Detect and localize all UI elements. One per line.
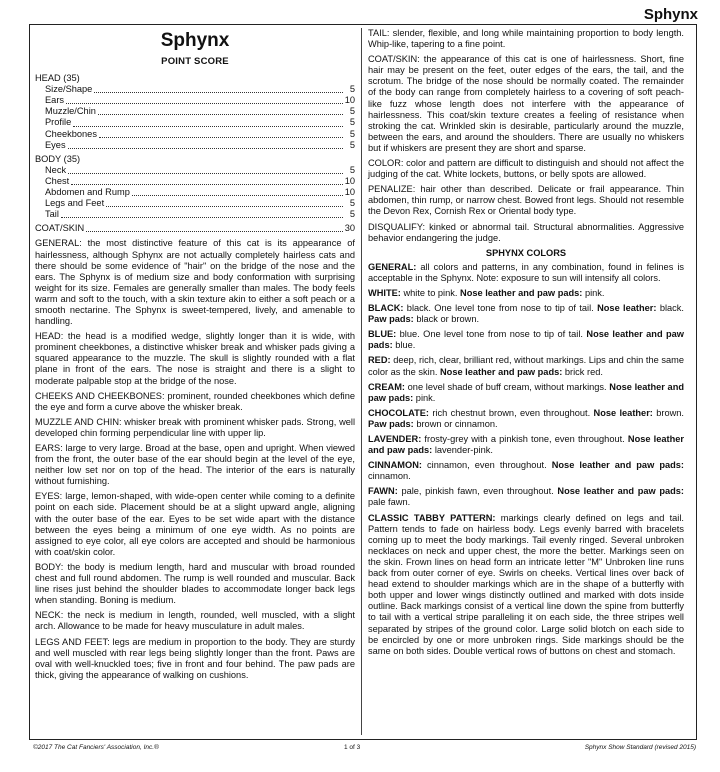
score-label: Neck (45, 164, 67, 175)
leader-dots (132, 194, 343, 196)
paw-pads-text: brown or cinnamon. (413, 418, 498, 429)
footer-page-number: 1 of 3 (344, 744, 361, 751)
score-row (35, 129, 355, 140)
paragraph-text: kinked or abnormal tail. Structural abnormalities. Aggressive behavior endangering the judge. (368, 221, 684, 243)
coat-points-value: 30 (344, 223, 355, 234)
paragraph-heading: PENALIZE: (368, 184, 416, 195)
leader-dots (68, 147, 343, 149)
nose-leather-text: pink. (582, 287, 605, 298)
score-label: Abdomen and Rump (45, 187, 130, 198)
paragraph-heading: GENERAL: (368, 261, 417, 272)
right-column (368, 28, 684, 661)
paragraph-text: legs are medium in proportion to the body. They are sturdy and well muscled with rear legs being slightly longer than the front. Paws are oval with well-knuckled toes; five in front and four behind. The paw pads are thick, giving the appearance of walking on cushions. (35, 636, 356, 680)
leader-dots (68, 172, 343, 174)
score-value: 5 (349, 209, 355, 220)
paragraph-text: the head is a modified wedge, slightly longer than it is wide, with prominent cheekbones, a distinctive whisker break and whisker pads giving a squared appearance to the muzzle. The skull is slightly rounded with a flat plane in front of the ears. The nose is straight and there is a slight to moderate palpable stop at the bridge of the nose. (35, 331, 355, 386)
paragraph-heading: BLUE: (368, 329, 397, 340)
paragraph (368, 434, 684, 456)
colors-list (368, 262, 684, 657)
paw-pads-label: Paw pads: (368, 418, 414, 429)
nose-leather-text: brown. (652, 407, 684, 418)
paragraph (368, 288, 684, 299)
paragraph-heading: MUZZLE AND CHIN: (35, 416, 122, 427)
score-row (35, 198, 355, 209)
coat-points-label: COAT/SKIN (35, 223, 85, 234)
score-value: 10 (344, 175, 355, 186)
point-score-heading: POINT SCORE (161, 56, 229, 67)
paragraph-heading: CINNAMON: (368, 460, 422, 471)
paragraph-text: prominent, rounded cheekbones which define the eye and form a curve above the whisker break. (35, 390, 355, 412)
paragraph-heading: COLOR: (368, 158, 404, 169)
paragraph-heading: BLACK: (368, 303, 404, 314)
paragraph-text: the most distinctive feature of this cat is its appearance of hairlessness, although Sphynx are not actually completely hairless cats and there should be some evidence of "hair" on the bridge of the nose and the ears. The Sphynx is of medium size and body conformation with surprising weight for its size. Females are generally smaller than males. The body feels warm and soft to the touch, with a skin texture akin to either a soft peach or a smooth nectarine. The Sphynx is sweet-tempered, lively, and amenable to handling. (35, 238, 355, 327)
page-title: Sphynx (643, 6, 698, 23)
score-label: Ears (45, 95, 65, 106)
paragraph-heading: EARS: (35, 443, 63, 453)
leader-dots (71, 183, 343, 185)
score-value: 5 (349, 106, 355, 117)
nose-leather-label: Nose leather and paw pads: (368, 434, 684, 456)
leader-dots (61, 216, 343, 218)
nose-leather-text: blue. (392, 340, 416, 351)
leader-dots (106, 205, 343, 207)
nose-leather-label: Nose leather and paw pads: (368, 329, 684, 351)
score-label: Tail (45, 209, 59, 220)
score-value: 10 (344, 95, 355, 106)
body-points-list (35, 165, 355, 220)
score-row (35, 176, 355, 187)
paragraph (368, 355, 684, 377)
nose-leather-text: pink. (413, 392, 436, 403)
paragraph-heading: WHITE: (368, 287, 401, 298)
paragraph-text: cinnamon, even throughout. (421, 460, 552, 471)
paragraph (368, 28, 684, 50)
paragraph-heading: LEGS AND FEET: (35, 636, 110, 647)
paragraph-text: black. One level tone from nose to tip of tail. (403, 303, 598, 314)
paragraph-heading: BODY: (35, 561, 64, 572)
paragraph-text: large to very large. Broad at the base, open and upright. When viewed from the front, the outer base of the ear should begin at the level of the eye, neither low set nor on top of the head. The interior of the ears is naturally without furnishing. (35, 443, 355, 487)
paragraph-text: frosty-grey with a pinkish tone, even throughout. (421, 434, 628, 444)
colors-heading: SPHYNX COLORS (485, 247, 567, 258)
paragraph-heading: FAWN: (368, 486, 398, 497)
paragraph-heading: HEAD: (35, 331, 64, 342)
paragraph-text: hair other than described. Delicate or frail appearance. Thin abdomen, thin rump, or narrow chest. Bowed front legs. Should not resemble the Devon Rex, Cornish Rex or Oriental body type. (368, 184, 684, 217)
paragraph (35, 238, 355, 327)
left-paragraphs (35, 238, 355, 680)
score-label: Eyes (45, 139, 66, 150)
score-label: Size/Shape (45, 84, 93, 95)
score-row (35, 140, 355, 151)
score-row (35, 106, 355, 117)
left-column (35, 28, 355, 685)
paragraph-heading: CLASSIC TABBY PATTERN: (368, 512, 496, 523)
nose-leather-label: Nose leather and paw pads: (460, 287, 583, 298)
nose-leather-text: lavender-pink. (432, 445, 493, 456)
right-paragraphs (368, 28, 684, 244)
nose-leather-text: cinnamon. (368, 471, 411, 482)
nose-leather-text: pale fawn. (368, 497, 411, 508)
score-row (35, 84, 355, 95)
score-value: 5 (349, 117, 355, 128)
score-value: 5 (349, 128, 355, 139)
score-row (35, 165, 355, 176)
paragraph-text: slender, flexible, and long while maintaining proportion to body length. Whip-like, tapering to a fine point. (368, 28, 684, 50)
nose-leather-label: Nose leather and paw pads: (551, 460, 684, 471)
score-value: 10 (344, 187, 355, 198)
paragraph (368, 408, 684, 430)
paragraph-heading: GENERAL: (35, 238, 82, 249)
paragraph (368, 303, 684, 325)
coat-points-row (35, 223, 355, 234)
nose-leather-label: Nose leather and paw pads: (557, 486, 684, 497)
score-label: Profile (45, 117, 72, 128)
score-value: 5 (349, 84, 355, 95)
paragraph (368, 382, 684, 404)
paragraph-text: color and pattern are difficult to distinguish and should not affect the judging of the cat. White lockets, buttons, or belly spots are allowed. (368, 158, 684, 180)
paragraph (35, 417, 355, 439)
paragraph (35, 637, 355, 681)
paragraph-heading: RED: (368, 355, 391, 366)
paragraph (35, 391, 355, 413)
nose-leather-text: brick red. (562, 366, 603, 377)
nose-leather-label: Nose leather: (597, 303, 657, 314)
score-value: 5 (349, 198, 355, 209)
nose-leather-text: black. (656, 303, 684, 314)
head-points-heading: HEAD (35) (35, 73, 80, 84)
paragraph-text: one level shade of buff cream, without markings. (405, 381, 610, 392)
paragraph-heading: CHOCOLATE: (368, 407, 429, 418)
score-row (35, 209, 355, 220)
paragraph-text: pale, pinkish fawn, even throughout. (397, 486, 558, 497)
paragraph (35, 491, 355, 558)
paragraph-text: white to pink. (400, 287, 461, 298)
paragraph-text: large, lemon-shaped, with wide-open center while coming to a definite point on each side. Placement should be at a slight upward angle, aligning with the outer base of the ear. Eyes to be set wide apart with the distance between the eyes being a minimum of one eye width. As no points are assigned to eye color, all eye colors are accepted and should be harmonious with coat/skin color. (35, 491, 355, 557)
paragraph-text: all colors and patterns, in any combination, found in felines is acceptable in the Sphynx. Note: exposure to sun will intensify all colors. (368, 261, 684, 283)
paragraph-heading: NECK: (35, 610, 64, 621)
paw-pads-text: black or brown. (413, 314, 480, 325)
paragraph-text: whisker break with prominent whisker pads. Strong, well developed chin forming perpendicular line with upper lip. (35, 416, 356, 438)
paragraph (368, 184, 684, 217)
paragraph-heading: COAT/SKIN: (368, 54, 420, 65)
paragraph-heading: LAVENDER: (368, 434, 422, 444)
paragraph-text: blue. One level tone from nose to tip of tail. (396, 329, 587, 340)
paragraph-heading: TAIL: (368, 28, 390, 38)
paragraph-text: the body is medium length, hard and muscular with broad rounded chest and full round abdomen. The rump is well rounded and muscular. Back line rises just behind the shoulder blades to accommodate longer back legs when standing. Boning is medium. (35, 561, 355, 606)
leader-dots (66, 102, 343, 104)
paragraph-heading: EYES: (35, 491, 63, 502)
paragraph (368, 329, 684, 351)
column-divider (361, 28, 362, 735)
paw-pads-label: Paw pads: (368, 314, 414, 325)
leader-dots (98, 113, 343, 115)
paragraph-text: rich chestnut brown, even throughout. (428, 407, 594, 418)
score-label: Chest (45, 175, 70, 186)
paragraph (35, 443, 355, 487)
nose-leather-label: Nose leather: (593, 407, 653, 418)
paragraph (368, 262, 684, 284)
paragraph-text: deep, rich, clear, brilliant red, without markings. Lips and chin the same color as the skin. (368, 355, 684, 377)
leader-dots (94, 91, 343, 93)
score-label: Muzzle/Chin (45, 106, 96, 117)
score-label: Cheekbones (45, 128, 97, 139)
paragraph-text: the appearance of this cat is one of hairlessness. Short, fine hair may be present on the feet, outer edges of the ears, the tail, and the scrotum. The bridge of the nose should be normally coated. The remainder of the body can range from completely hairless to a covering of soft peach-like fuzz whose length does not interfere with the appearance of hairlessness. This coat/skin texture creates a feeling of resistance when stroking the cat. Wrinkled skin is desirable, particularly around the muzzle, between the ears, and around the shoulders. There are usually no whiskers but if whiskers are present they are short and sparse. (368, 54, 684, 153)
score-value: 5 (349, 139, 355, 150)
paragraph-text: the neck is medium in length, rounded, well muscled, with a slight arch. Allowance to be made for heavy musculature in adult males. (35, 610, 355, 632)
paragraph (35, 610, 355, 632)
nose-leather-label: Nose leather and paw pads: (439, 366, 563, 377)
score-value: 5 (349, 164, 355, 175)
paragraph-heading: CHEEKS AND CHEEKBONES: (35, 390, 165, 401)
score-row (35, 187, 355, 198)
paragraph (368, 486, 684, 508)
paragraph (368, 158, 684, 180)
paragraph (35, 331, 355, 386)
nose-leather-label: Nose leather and paw pads: (368, 381, 685, 403)
paragraph (368, 513, 684, 657)
paragraph (368, 222, 684, 244)
paragraph-heading: CREAM: (368, 381, 405, 392)
document-title: Sphynx (160, 30, 230, 51)
paragraph-heading: DISQUALIFY: (368, 221, 426, 232)
score-row (35, 95, 355, 106)
leader-dots (86, 230, 343, 232)
score-row (35, 117, 355, 128)
leader-dots (99, 136, 343, 138)
score-label: Legs and Feet (45, 198, 105, 209)
body-points-heading: BODY (35) (35, 153, 81, 164)
footer-document-name: Sphynx Show Standard (revised 2015) (584, 744, 696, 751)
leader-dots (73, 125, 343, 127)
paragraph (35, 562, 355, 606)
paragraph (368, 54, 684, 154)
footer-copyright: ©2017 The Cat Fanciers' Association, Inc.® (33, 744, 159, 751)
paragraph (368, 460, 684, 482)
head-points-list (35, 84, 355, 151)
paragraph-text: markings clearly defined on legs and tail. Pattern tends to fade on hairless body. Legs evenly barred with bracelets coming up to meet the body markings. Tail evenly ringed. Several unbroken necklaces on neck and upper chest, the more the better. Markings seen on the skin. Frown lines on head form an intricate letter "M" Unbroken line runs back from outer corner of eye. Swirls on cheeks. Vertical lines over back of head extend to shoulder markings which are in the shape of a butterfly with both upper and lower wings distinctly outlined and marked with dots inside outline. Back markings consist of a vertical line down the spine from butterfly to tail with a vertical stripe paralleling it on each side, the three stripes well separated by stripes of the ground color. Large solid blotch on each side to be encircled by one or more unbroken rings. Side markings should be the same on both sides. Double vertical rows of buttons on chest and stomach. (368, 512, 684, 656)
